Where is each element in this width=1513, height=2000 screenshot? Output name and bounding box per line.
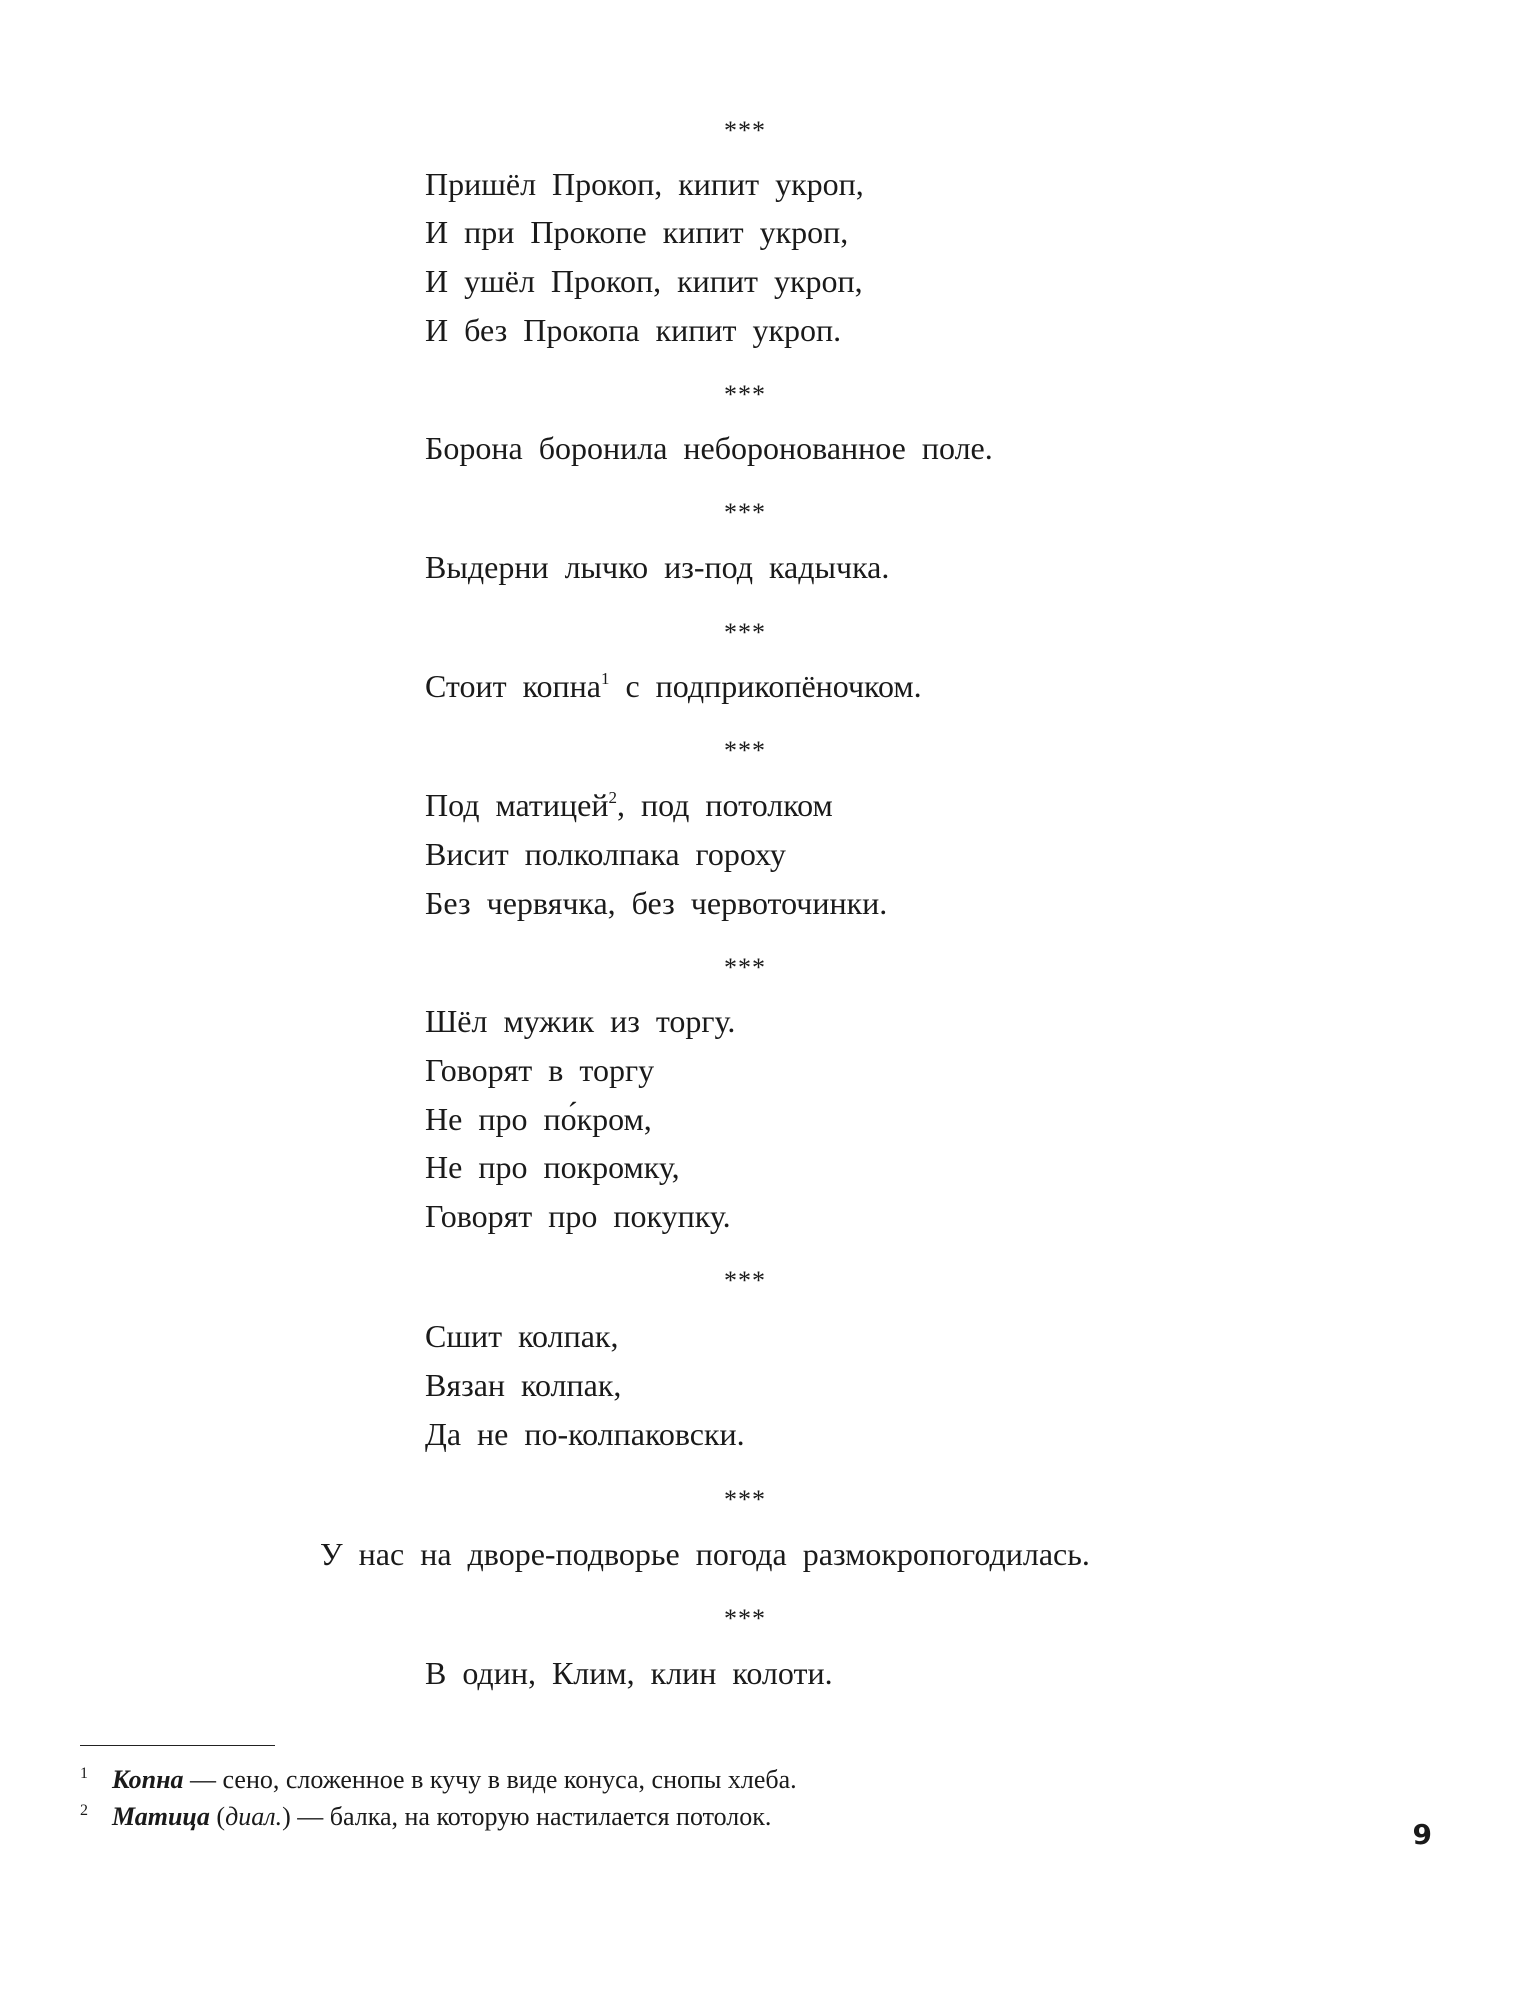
footnote-number: 1 bbox=[80, 1765, 88, 1782]
verse-line: В один, Клим, клин колоти. bbox=[425, 1655, 833, 1691]
footnote-text: — балка, на которую настилается потолок. bbox=[290, 1802, 772, 1831]
verse-line: И ушёл Прокоп, кипит укроп, bbox=[425, 263, 863, 299]
separator: *** bbox=[724, 953, 766, 982]
verse-line: Вязан колпак, bbox=[425, 1367, 622, 1403]
verse-line: Шёл мужик из торгу. bbox=[425, 1003, 736, 1039]
footnote bbox=[80, 1766, 797, 1793]
separator: *** bbox=[724, 1485, 766, 1514]
separator: *** bbox=[724, 736, 766, 765]
separator: *** bbox=[724, 1604, 766, 1633]
footnote-ref: 1 bbox=[600, 669, 610, 688]
footnote-term: Матица bbox=[112, 1802, 210, 1831]
verse-line: Пришёл Прокоп, кипит укроп, bbox=[425, 166, 864, 202]
verse-line: Да не по-колпаковски. bbox=[425, 1416, 745, 1452]
page-number: 9 bbox=[1412, 1818, 1432, 1851]
verse-line: Не про покромку, bbox=[425, 1149, 680, 1185]
footnote-term: Копна bbox=[112, 1765, 184, 1794]
verse-line: Сшит колпак, bbox=[425, 1318, 619, 1354]
separator: *** bbox=[724, 618, 766, 647]
footnote-text: — сено, сложенное в кучу в виде конуса, снопы хлеба. bbox=[183, 1765, 797, 1794]
separator: *** bbox=[724, 116, 766, 145]
verse-line: Не про по́кром, bbox=[425, 1101, 652, 1137]
verse-text: с подприкопёночком. bbox=[609, 668, 922, 704]
footnote-ref: 2 bbox=[608, 788, 617, 807]
separator: *** bbox=[724, 498, 766, 527]
verse-line: Висит полколпака гороху bbox=[425, 836, 786, 872]
footnote-number: 2 bbox=[80, 1802, 88, 1819]
footnote-note: диал. bbox=[225, 1802, 283, 1831]
verse-line: У нас на дворе-подворье погода размокропогодилась. bbox=[320, 1536, 1090, 1572]
verse-line: Говорят про покупку. bbox=[425, 1198, 731, 1234]
verse-line: И без Прокопа кипит укроп. bbox=[425, 312, 842, 348]
verse-line bbox=[425, 670, 922, 702]
separator: *** bbox=[724, 1266, 766, 1295]
footnote: 2 Матица (диал.) — балка, на которую настилается потолок. bbox=[80, 1802, 772, 1831]
verse-line: Говорят в торгу bbox=[425, 1052, 655, 1088]
verse-line: И при Прокопе кипит укроп, bbox=[425, 214, 849, 250]
verse-text: Стоит копна bbox=[425, 668, 601, 704]
verse-line: Борона боронила неборонованное поле. bbox=[425, 430, 993, 466]
footnote-rule bbox=[80, 1745, 275, 1746]
verse-text: , под потолком bbox=[616, 787, 833, 823]
verse-line bbox=[425, 789, 833, 821]
separator: *** bbox=[724, 380, 766, 409]
verse-line: Без червячка, без червоточинки. bbox=[425, 885, 888, 921]
verse-line: Выдерни лычко из-под кадычка. bbox=[425, 549, 890, 585]
verse-text: Под матицей bbox=[425, 787, 609, 823]
